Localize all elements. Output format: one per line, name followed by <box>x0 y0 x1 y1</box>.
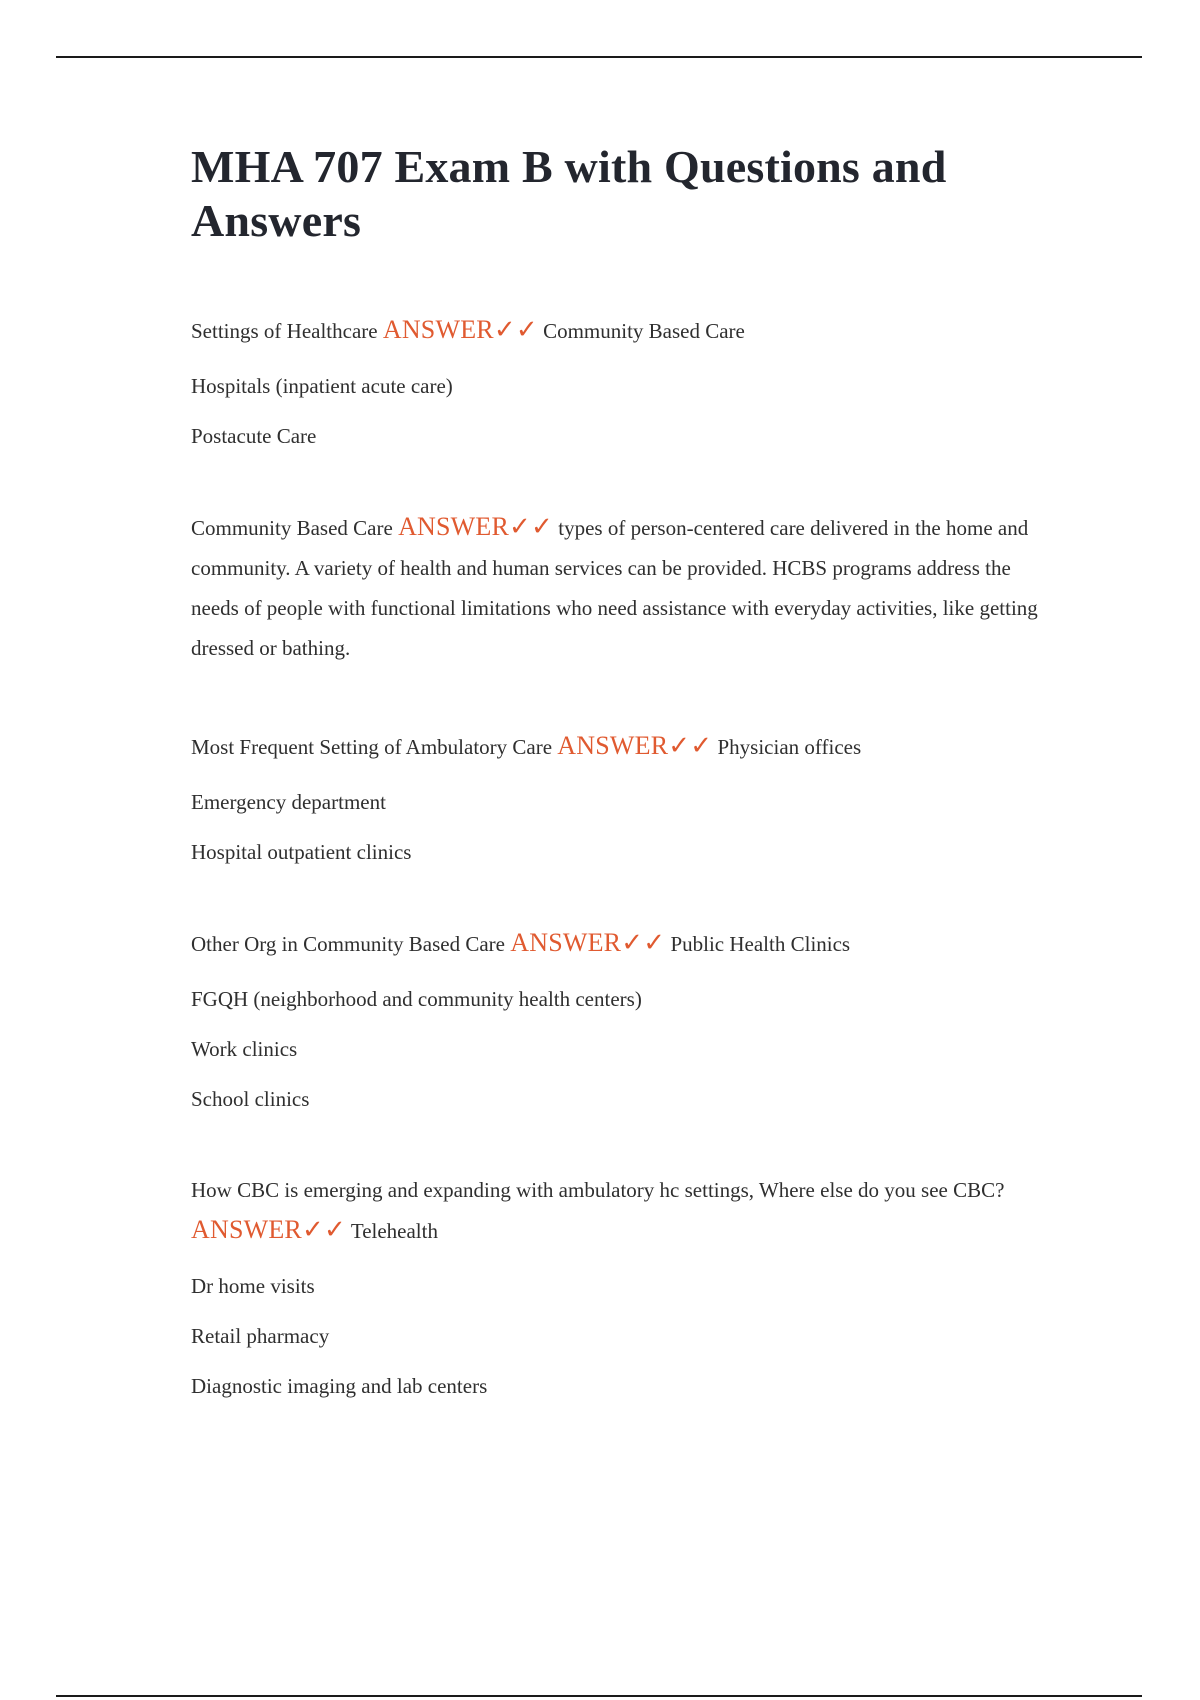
question-line <box>191 507 1051 668</box>
answer-marker: ANSWER✓✓ <box>510 928 666 957</box>
question-line <box>191 310 1051 351</box>
answer-extra: Hospitals (inpatient acute care) <box>191 374 453 398</box>
answer-extra: Work clinics <box>191 1037 298 1061</box>
qa-item <box>191 507 1051 668</box>
answer-marker: ANSWER✓✓ <box>557 731 713 760</box>
answer-marker: ANSWER✓✓ <box>382 315 538 344</box>
answer-marker: ANSWER✓✓ <box>398 512 554 541</box>
answer-text: Community Based Care <box>543 319 745 343</box>
question-text: How CBC is emerging and expanding with ambulatory hc settings, Where else do you see CBC? <box>191 1178 1005 1202</box>
question-text: Other Org in Community Based Care <box>191 932 505 956</box>
answer-extra: Retail pharmacy <box>191 1324 330 1348</box>
answer-extra: Diagnostic imaging and lab centers <box>191 1374 488 1398</box>
answer-text: Physician offices <box>717 735 862 759</box>
answer-text: Public Health Clinics <box>670 932 851 956</box>
document-title: MHA 707 Exam B with Questions and Answers <box>191 141 947 246</box>
question-line <box>191 923 1051 964</box>
question-text: Community Based Care <box>191 516 393 540</box>
qa-item <box>191 1170 1051 1399</box>
answer-extra: Postacute Care <box>191 424 317 448</box>
answer-text: types of person-centered care delivered in the home and community. A variety of health and human services can be provided. HCBS programs address the needs of people with functional limitations who need assistance with everyday activities, like getting dressed or bathing. <box>191 516 1038 660</box>
question-line <box>191 1170 1051 1251</box>
answer-marker: ANSWER✓✓ <box>191 1215 346 1244</box>
answer-extra: Emergency department <box>191 790 386 814</box>
answer-extra: School clinics <box>191 1087 310 1111</box>
answer-text: Telehealth <box>350 1219 438 1243</box>
question-text: Most Frequent Setting of Ambulatory Care <box>191 735 553 759</box>
bottom-rule <box>56 1695 1142 1697</box>
answer-extra: Hospital outpatient clinics <box>191 840 412 864</box>
top-rule <box>56 56 1142 58</box>
answer-extra: Dr home visits <box>191 1274 315 1298</box>
question-line <box>191 726 1051 767</box>
question-text: Settings of Healthcare <box>191 319 378 343</box>
document-body <box>191 140 1051 1399</box>
qa-item <box>191 923 1051 1112</box>
qa-item <box>191 310 1051 449</box>
qa-item <box>191 726 1051 865</box>
answer-extra: FGQH (neighborhood and community health centers) <box>191 987 642 1011</box>
